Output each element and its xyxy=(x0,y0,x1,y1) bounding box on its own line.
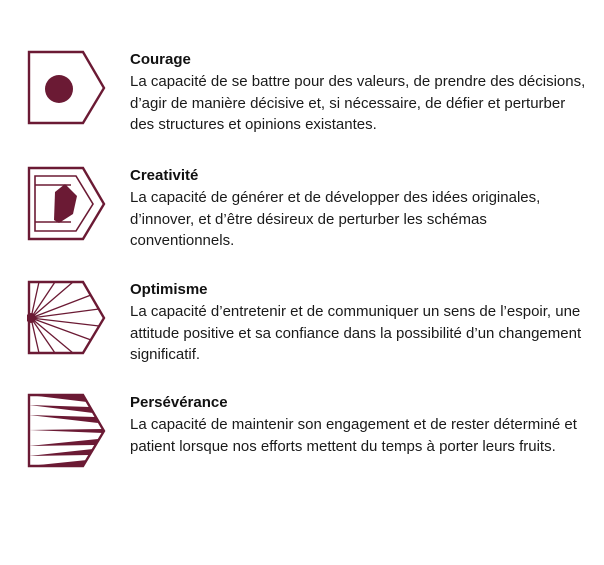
item-description: La capacité de maintenir son engagement et de rester déterminé et patient lorsque nos efforts mettent du temps à porter leurs fruits. xyxy=(130,416,577,455)
item-title: Persévérance xyxy=(130,394,228,411)
item-description: La capacité de générer et de développer des idées originales, d’innover, et d’être désireux de perturber les schémas conventionnels. xyxy=(130,189,541,249)
pentagon-nested-icon xyxy=(27,166,107,242)
item-title: Creativité xyxy=(130,167,199,184)
item-description: La capacité d’entretenir et de communiquer un sens de l’espoir, une attitude positive et sa confiance dans la possibilité d’un changement significatif. xyxy=(130,303,582,363)
pentagon-wedges-icon xyxy=(27,393,107,469)
item-title: Courage xyxy=(130,51,191,68)
pentagon-rays-icon xyxy=(27,280,107,356)
pentagon-dot-icon xyxy=(27,50,107,126)
item-title: Optimisme xyxy=(130,281,208,298)
item-description: La capacité de se battre pour des valeurs, de prendre des décisions, d’agir de manière décisive et, si nécessaire, de défier et perturber des structures et opinions existantes. xyxy=(130,73,586,133)
